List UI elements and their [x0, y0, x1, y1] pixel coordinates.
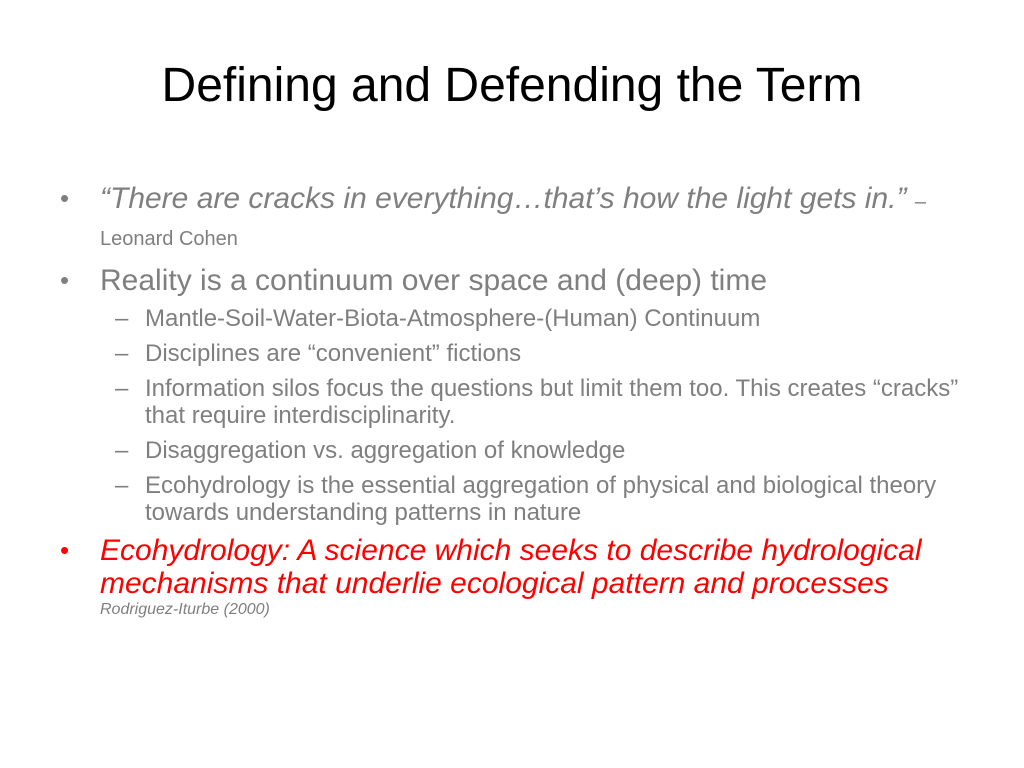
content-list	[60, 182, 960, 628]
definition-citation: Rodriguez-Iturbe (2000)	[100, 601, 270, 618]
slide-title: Defining and Defending the Term	[161, 59, 863, 112]
bullet-marker: •	[60, 183, 70, 213]
sub-bullet-text: Ecohydrology is the essential aggregation of physical and biological theory towards understanding patterns in nature	[145, 472, 937, 526]
definition-text: Ecohydrology: A science which seeks to describe hydrological mechanisms that underlie ecological pattern and processes	[100, 534, 922, 600]
quote-text: “There are cracks in everything…that’s how the light gets in.”	[100, 182, 907, 215]
sub-bullet-text: Information silos focus the questions but limit them too. This creates “cracks” that require interdisciplinarity.	[145, 375, 959, 429]
bullet-reality	[60, 264, 960, 297]
dash-marker: –	[115, 437, 129, 464]
bullet-marker: •	[60, 265, 70, 295]
sub-bullet-continuum	[60, 305, 960, 332]
bullet-quote	[60, 182, 960, 256]
dash-marker: –	[115, 340, 129, 367]
bullet-marker: •	[60, 535, 70, 565]
sub-bullet-text: Disaggregation vs. aggregation of knowledge	[145, 437, 626, 464]
sub-bullet-aggregation	[60, 437, 960, 464]
sub-bullet-text: Mantle-Soil-Water-Biota-Atmosphere-(Human) Continuum	[145, 305, 761, 332]
quote-attribution: – Leonard Cohen	[100, 191, 926, 250]
sub-bullet-disciplines	[60, 340, 960, 367]
sub-bullet-text: Disciplines are “convenient” fictions	[145, 340, 522, 367]
bullet-text: Reality is a continuum over space and (deep) time	[100, 264, 768, 297]
sub-bullet-silos	[60, 375, 960, 429]
dash-marker: –	[115, 472, 129, 499]
dash-marker: –	[115, 305, 129, 332]
dash-marker: –	[115, 375, 129, 402]
sub-bullet-ecohydrology	[60, 472, 960, 526]
bullet-definition	[60, 534, 960, 620]
